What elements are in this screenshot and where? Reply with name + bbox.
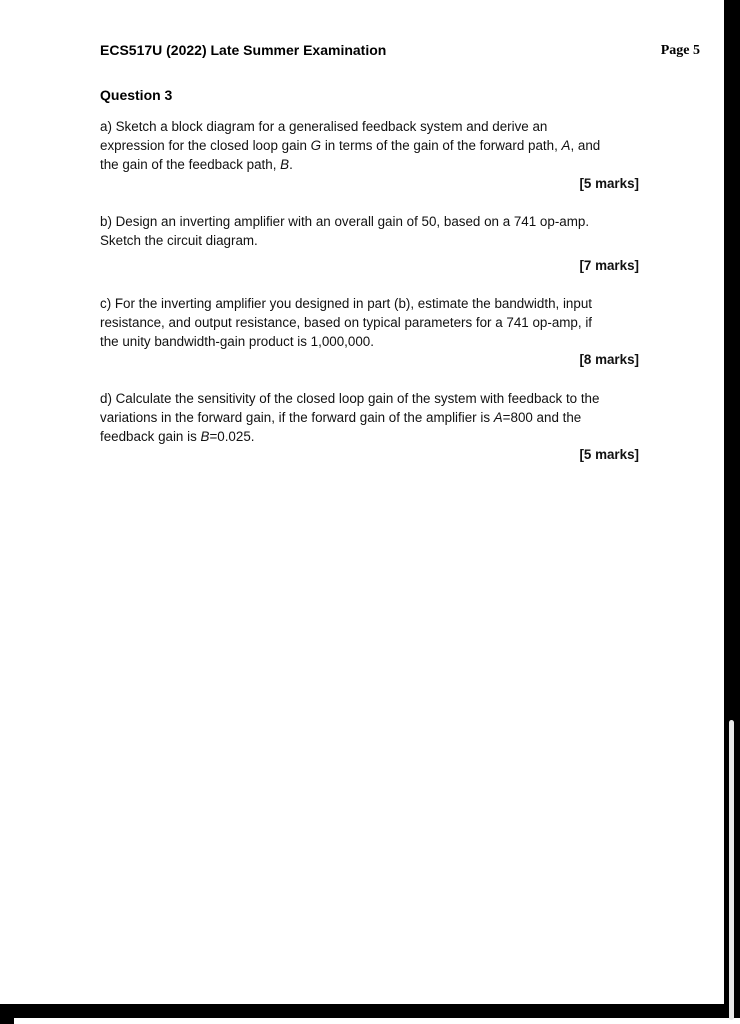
next-page-edge bbox=[14, 1018, 740, 1024]
scrollbar-thumb[interactable] bbox=[729, 720, 734, 1020]
question-part-a bbox=[100, 117, 645, 174]
part-a-marks: [5 marks] bbox=[579, 176, 639, 191]
part-d-line-1: d) Calculate the sensitivity of the closed loop gain of the system with feedback to the bbox=[100, 391, 600, 406]
part-b-marks: [7 marks] bbox=[579, 258, 639, 273]
part-a-line-1: a) Sketch a block diagram for a generalised feedback system and derive an bbox=[100, 119, 548, 134]
question-title: Question 3 bbox=[100, 87, 173, 103]
part-b-line-2: Sketch the circuit diagram. bbox=[100, 233, 258, 248]
part-c-line-2: resistance, and output resistance, based on typical parameters for a 741 op-amp, if bbox=[100, 315, 593, 330]
question-part-b bbox=[100, 212, 645, 250]
part-d-line-3: feedback gain is B=0.025. bbox=[100, 429, 255, 444]
exam-title: ECS517U (2022) Late Summer Examination bbox=[100, 42, 387, 58]
part-a-line-3: the gain of the feedback path, B. bbox=[100, 157, 293, 172]
question-part-c bbox=[100, 294, 645, 351]
part-d-marks: [5 marks] bbox=[579, 447, 639, 462]
part-c-line-3: the unity bandwidth-gain product is 1,000,000. bbox=[100, 334, 374, 349]
question-part-d bbox=[100, 389, 645, 446]
part-d-line-2: variations in the forward gain, if the forward gain of the amplifier is A=800 and the bbox=[100, 410, 582, 425]
part-c-line-1: c) For the inverting amplifier you designed in part (b), estimate the bandwidth, input bbox=[100, 296, 592, 311]
part-a-line-2: expression for the closed loop gain G in terms of the gain of the forward path, A, and bbox=[100, 138, 601, 153]
part-b-line-1: b) Design an inverting amplifier with an overall gain of 50, based on a 741 op-amp. bbox=[100, 214, 590, 229]
part-c-marks: [8 marks] bbox=[579, 352, 639, 367]
page-number: Page 5 bbox=[660, 43, 700, 58]
